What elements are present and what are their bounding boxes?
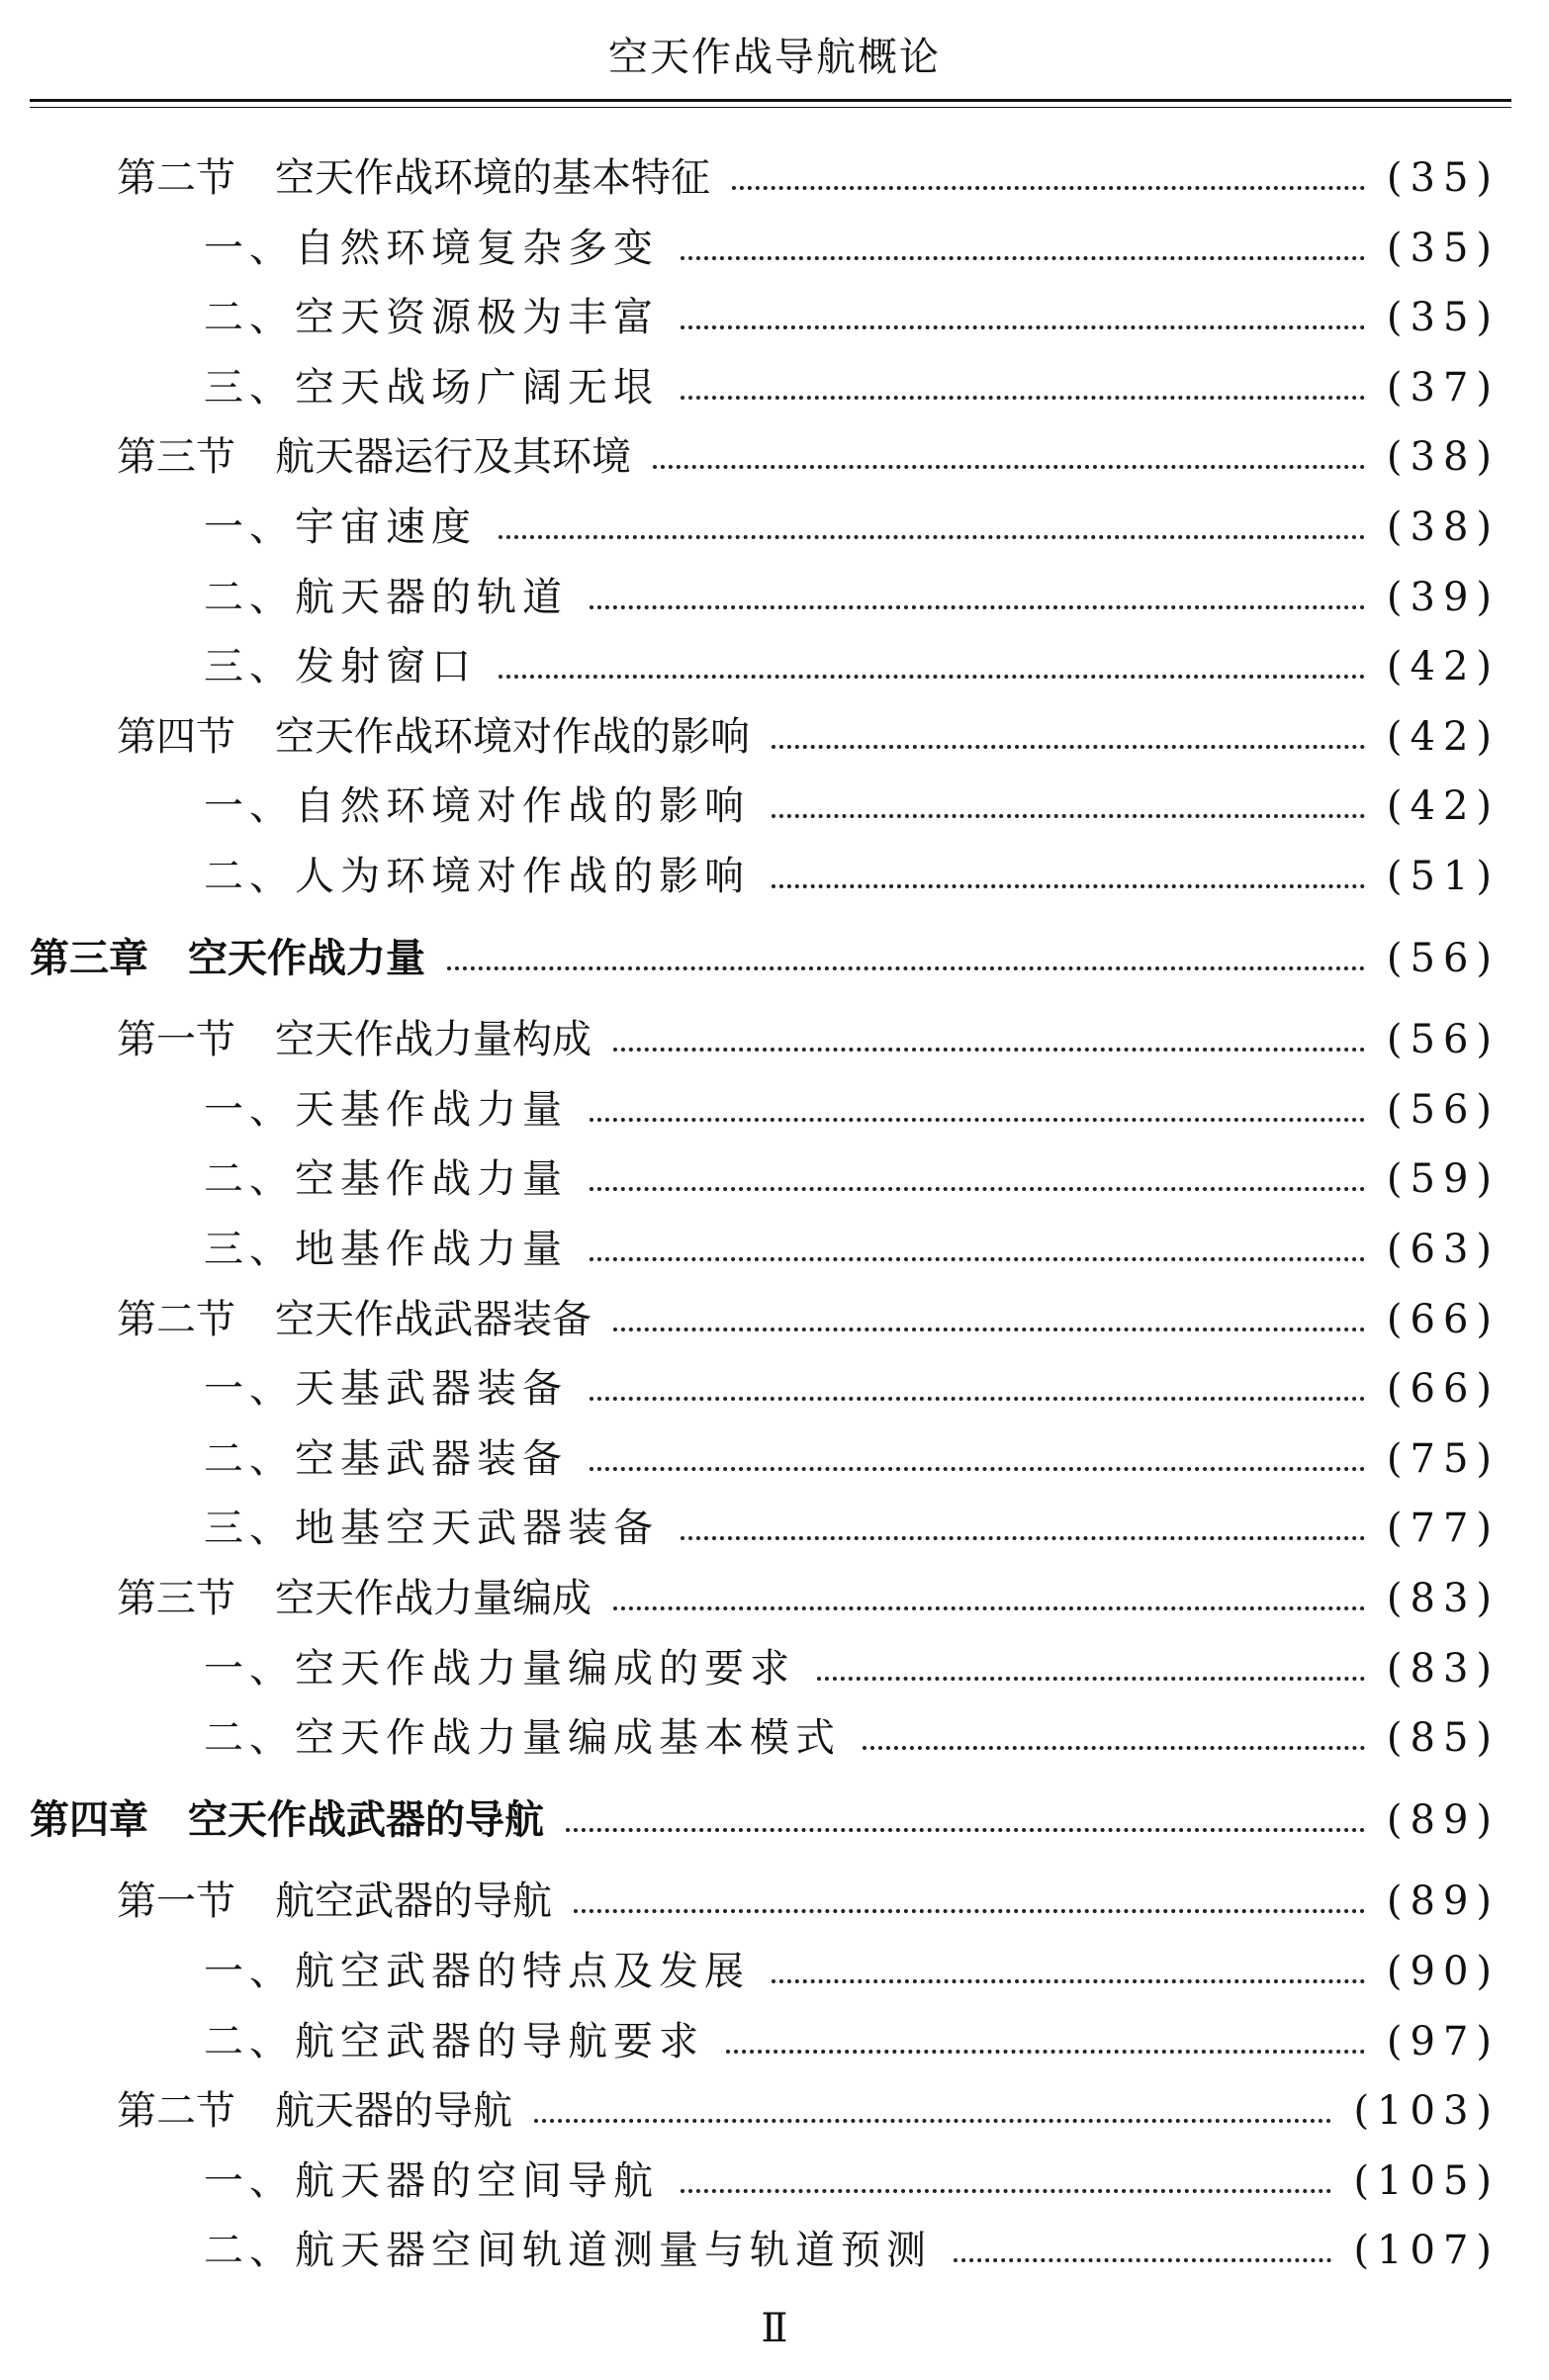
- dot-leader: [613, 1327, 1365, 1331]
- toc-entry-page-number: (63): [1386, 1227, 1500, 1272]
- toc-entry-label: 三、空天战场广阔无垠: [204, 365, 659, 411]
- toc-entry-page-number: (90): [1386, 1949, 1500, 1994]
- toc-entry-label: 二、航天器的轨道: [204, 575, 568, 620]
- toc-entry-label: 二、航天器空间轨道测量与轨道预测: [204, 2228, 932, 2273]
- dot-leader: [817, 1677, 1365, 1681]
- toc-entry-label: 三、地基作战力量: [204, 1227, 568, 1272]
- toc-item-entry: [204, 1151, 1500, 1207]
- dot-leader: [681, 396, 1365, 400]
- toc-entry-page-number: (83): [1386, 1576, 1500, 1621]
- dot-leader: [681, 256, 1365, 260]
- toc-entry-label: 一、自然环境复杂多变: [204, 226, 659, 271]
- toc-entry-label: 一、自然环境对作战的影响: [204, 783, 750, 829]
- toc-item-entry: [204, 849, 1500, 904]
- toc-entry-label: 第四节 空天作战环境对作战的影响: [117, 714, 750, 760]
- dot-leader: [954, 2258, 1331, 2262]
- toc-entry-page-number: (56): [1386, 1087, 1500, 1133]
- dot-leader: [863, 1746, 1365, 1750]
- dot-leader: [772, 814, 1365, 818]
- dot-leader: [590, 1187, 1365, 1191]
- dot-leader: [732, 186, 1365, 190]
- toc-item-entry: [204, 1710, 1500, 1766]
- toc-entry-page-number: (66): [1386, 1366, 1500, 1412]
- toc-entry-label: 二、空基武器装备: [204, 1436, 568, 1482]
- dot-leader: [772, 884, 1365, 888]
- dot-leader: [590, 1257, 1365, 1261]
- dot-leader: [590, 605, 1365, 609]
- toc-entry-page-number: (35): [1386, 155, 1500, 201]
- toc-entry-page-number: (85): [1386, 1715, 1500, 1761]
- toc-entry-label: 第一节 航空武器的导航: [117, 1878, 552, 1924]
- toc-entry-label: 一、宇宙速度: [204, 504, 477, 550]
- dot-leader: [653, 465, 1365, 469]
- toc-chapter-entry: [30, 931, 1500, 986]
- toc-entry-page-number: (42): [1386, 644, 1500, 689]
- header-rule-thick: [30, 99, 1511, 102]
- dot-leader: [590, 1397, 1365, 1401]
- dot-leader: [566, 1828, 1365, 1832]
- toc-item-entry: [204, 1082, 1500, 1138]
- toc-entry-page-number: (89): [1386, 1797, 1500, 1843]
- dot-leader: [726, 2050, 1365, 2054]
- toc-entry-page-number: (107): [1353, 2228, 1500, 2273]
- toc-entry-label: 第三章 空天作战力量: [30, 936, 425, 981]
- toc-entry-page-number: (56): [1386, 1017, 1500, 1062]
- toc-entry-label: 二、人为环境对作战的影响: [204, 854, 750, 899]
- toc-entry-label: 二、航空武器的导航要求: [204, 2019, 704, 2064]
- toc-item-entry: [204, 2223, 1500, 2278]
- toc-entry-page-number: (89): [1386, 1878, 1500, 1924]
- dot-leader: [613, 1606, 1365, 1610]
- toc-item-entry: [204, 2014, 1500, 2069]
- toc-entry-label: 第二节 空天作战武器装备: [117, 1297, 592, 1342]
- toc-section-entry: [117, 1012, 1500, 1067]
- dot-leader: [681, 325, 1365, 329]
- toc-item-entry: [204, 639, 1500, 694]
- toc-entry-page-number: (51): [1386, 854, 1500, 899]
- toc-item-entry: [204, 1944, 1500, 1999]
- toc-entry-page-number: (103): [1353, 2088, 1500, 2134]
- dot-leader: [772, 745, 1365, 749]
- dot-leader: [534, 2119, 1331, 2123]
- toc-entry-label: 一、天基武器装备: [204, 1366, 568, 1412]
- toc-entry-page-number: (35): [1386, 226, 1500, 271]
- toc-section-entry: [117, 429, 1500, 485]
- toc-item-entry: [204, 1431, 1500, 1487]
- toc-entry-page-number: (42): [1386, 783, 1500, 829]
- toc-entry-label: 二、空天作战力量编成基本模式: [204, 1715, 841, 1761]
- toc-entry-page-number: (83): [1386, 1646, 1500, 1692]
- toc-section-entry: [117, 1571, 1500, 1626]
- dot-leader: [590, 1467, 1365, 1471]
- dot-leader: [681, 2189, 1331, 2193]
- toc-entry-page-number: (38): [1386, 434, 1500, 480]
- toc-item-entry: [204, 1361, 1500, 1417]
- toc-item-entry: [204, 221, 1500, 276]
- toc-entry-label: 三、发射窗口: [204, 644, 477, 689]
- toc-entry-label: 一、航空武器的特点及发展: [204, 1949, 750, 1994]
- toc-item-entry: [204, 1641, 1500, 1696]
- page-folio: Ⅱ: [761, 2306, 788, 2351]
- toc-entry-page-number: (56): [1386, 936, 1500, 981]
- toc-section-entry: [117, 1292, 1500, 1347]
- toc-entry-label: 第二节 空天作战环境的基本特征: [117, 155, 710, 201]
- dot-leader: [613, 1048, 1365, 1052]
- dot-leader: [590, 1118, 1365, 1122]
- toc-chapter-entry: [30, 1792, 1500, 1848]
- dot-leader: [681, 1536, 1365, 1540]
- toc-entry-label: 三、地基空天武器装备: [204, 1506, 659, 1551]
- toc-entry-label: 一、天基作战力量: [204, 1087, 568, 1133]
- dot-leader: [574, 1909, 1365, 1913]
- toc-entry-page-number: (42): [1386, 714, 1500, 760]
- toc-entry-label: 二、空基作战力量: [204, 1156, 568, 1202]
- toc-item-entry: [204, 778, 1500, 834]
- toc-entry-label: 第二节 航天器的导航: [117, 2088, 512, 2134]
- toc-entry-page-number: (59): [1386, 1156, 1500, 1202]
- toc-item-entry: [204, 360, 1500, 415]
- dot-leader: [447, 966, 1365, 970]
- toc-entry-page-number: (35): [1386, 295, 1500, 340]
- toc-section-entry: [117, 2083, 1500, 2139]
- toc-item-entry: [204, 1222, 1500, 1277]
- toc-entry-page-number: (97): [1386, 2019, 1500, 2064]
- toc-item-entry: [204, 500, 1500, 555]
- toc-entry-page-number: (77): [1386, 1506, 1500, 1551]
- toc-section-entry: [117, 150, 1500, 206]
- toc-entry-label: 第一节 空天作战力量构成: [117, 1017, 592, 1062]
- toc-entry-page-number: (38): [1386, 504, 1500, 550]
- header-rule-thin: [30, 107, 1511, 108]
- toc-entry-label: 第三节 空天作战力量编成: [117, 1576, 592, 1621]
- toc-entry-label: 一、航天器的空间导航: [204, 2158, 659, 2204]
- dot-leader: [772, 1979, 1365, 1983]
- toc-entry-page-number: (75): [1386, 1436, 1500, 1482]
- toc-item-entry: [204, 290, 1500, 345]
- toc-item-entry: [204, 2153, 1500, 2209]
- toc-entry-page-number: (105): [1353, 2158, 1500, 2204]
- dot-leader: [499, 675, 1365, 679]
- toc-entry-page-number: (66): [1386, 1297, 1500, 1342]
- toc-section-entry: [117, 709, 1500, 765]
- toc-entry-label: 一、空天作战力量编成的要求: [204, 1646, 795, 1692]
- toc-entry-page-number: (39): [1386, 575, 1500, 620]
- running-header: 空天作战导航概论: [608, 35, 941, 80]
- toc-entry-label: 第四章 空天作战武器的导航: [30, 1797, 544, 1843]
- toc-entry-page-number: (37): [1386, 365, 1500, 411]
- toc-section-entry: [117, 1874, 1500, 1929]
- toc-entry-label: 第三节 航天器运行及其环境: [117, 434, 631, 480]
- toc-item-entry: [204, 570, 1500, 625]
- toc-entry-label: 二、空天资源极为丰富: [204, 295, 659, 340]
- dot-leader: [499, 535, 1365, 539]
- toc-item-entry: [204, 1501, 1500, 1556]
